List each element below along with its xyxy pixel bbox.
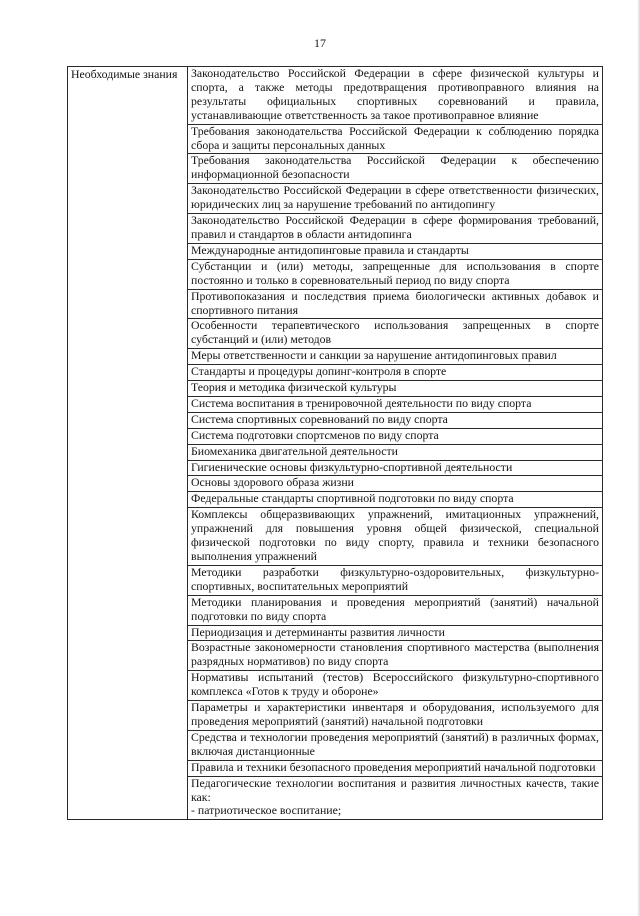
knowledge-item: Противопоказания и последствия приема биологически активных добавок и спортивного питания: [188, 289, 603, 319]
knowledge-item: Нормативы испытаний (тестов) Всероссийского физкультурно-спортивного комплекса «Готов к труду и обороне»: [188, 671, 603, 701]
knowledge-item: Средства и технологии проведения мероприятий (занятий) в различных формах, включая дистанционные: [188, 730, 603, 760]
knowledge-item: Теория и методика физической культуры: [188, 381, 603, 397]
knowledge-item: Методики разработки физкультурно-оздоровительных, физкультурно-спортивных, воспитательных мероприятий: [188, 565, 603, 595]
knowledge-item: Правила и техники безопасного проведения мероприятий начальной подготовки: [188, 760, 603, 776]
knowledge-item-text: Педагогические технологии воспитания и развития личностных качеств, такие как:: [191, 775, 599, 804]
knowledge-item: Гигиенические основы физкультурно-спортивной деятельности: [188, 460, 603, 476]
knowledge-item: Комплексы общеразвивающих упражнений, имитационных упражнений, упражнений для повышения уровня общей физической, специальной физической подготовки по виду спорту, правила и техники безопасного выполнения упражнений: [188, 508, 603, 566]
knowledge-item: [188, 776, 603, 820]
knowledge-item: Система подготовки спортсменов по виду спорта: [188, 428, 603, 444]
knowledge-item: Система спортивных соревнований по виду спорта: [188, 412, 603, 428]
knowledge-item: Федеральные стандарты спортивной подготовки по виду спорта: [188, 492, 603, 508]
knowledge-item: Меры ответственности и санкции за нарушение антидопинговых правил: [188, 349, 603, 365]
knowledge-item: Биомеханика двигательной деятельности: [188, 444, 603, 460]
page-number: 17: [314, 36, 326, 50]
knowledge-item: Субстанции и (или) методы, запрещенные для использования в спорте постоянно и только в соревновательный период по виду спорта: [188, 259, 603, 289]
knowledge-subitem: - патриотическое воспитание;: [191, 803, 342, 818]
requirements-table: [67, 66, 603, 820]
knowledge-item: Периодизация и детерминанты развития личности: [188, 625, 603, 641]
knowledge-item: Стандарты и процедуры допинг-контроля в спорте: [188, 365, 603, 381]
table-row: [68, 67, 603, 125]
knowledge-item: Особенности терапевтического использования запрещенных в спорте субстанций и (или) методов: [188, 319, 603, 349]
knowledge-item: Законодательство Российской Федерации в сфере формирования требований, правил и стандартов в области антидопинга: [188, 214, 603, 244]
knowledge-item: Законодательство Российской Федерации в сфере ответственности физических, юридических лиц за нарушение требований по антидопингу: [188, 184, 603, 214]
knowledge-item: Законодательство Российской Федерации в сфере физической культуры и спорта, а также методы предотвращения противоправного влияния на результаты официальных спортивных соревнований и правила, устанавливающие ответственность за такое противоправное влияние: [188, 67, 603, 125]
knowledge-item: Методики планирования и проведения мероприятий (занятий) начальной подготовки по виду спорта: [188, 595, 603, 625]
knowledge-item: Международные антидопинговые правила и стандарты: [188, 243, 603, 259]
knowledge-item: Требования законодательства Российской Федерации к соблюдению порядка сбора и защиты персональных данных: [188, 124, 603, 154]
knowledge-item: Система воспитания в тренировочной деятельности по виду спорта: [188, 396, 603, 412]
row-header-label: Необходимые знания: [68, 67, 188, 820]
knowledge-item: Возрастные закономерности становления спортивного мастерства (выполнения разрядных нормативов) по виду спорта: [188, 641, 603, 671]
knowledge-item: Основы здорового образа жизни: [188, 476, 603, 492]
knowledge-item: Параметры и характеристики инвентаря и оборудования, используемого для проведения мероприятий (занятий) начальной подготовки: [188, 701, 603, 731]
knowledge-item: Требования законодательства Российской Федерации к обеспечению информационной безопасности: [188, 154, 603, 184]
